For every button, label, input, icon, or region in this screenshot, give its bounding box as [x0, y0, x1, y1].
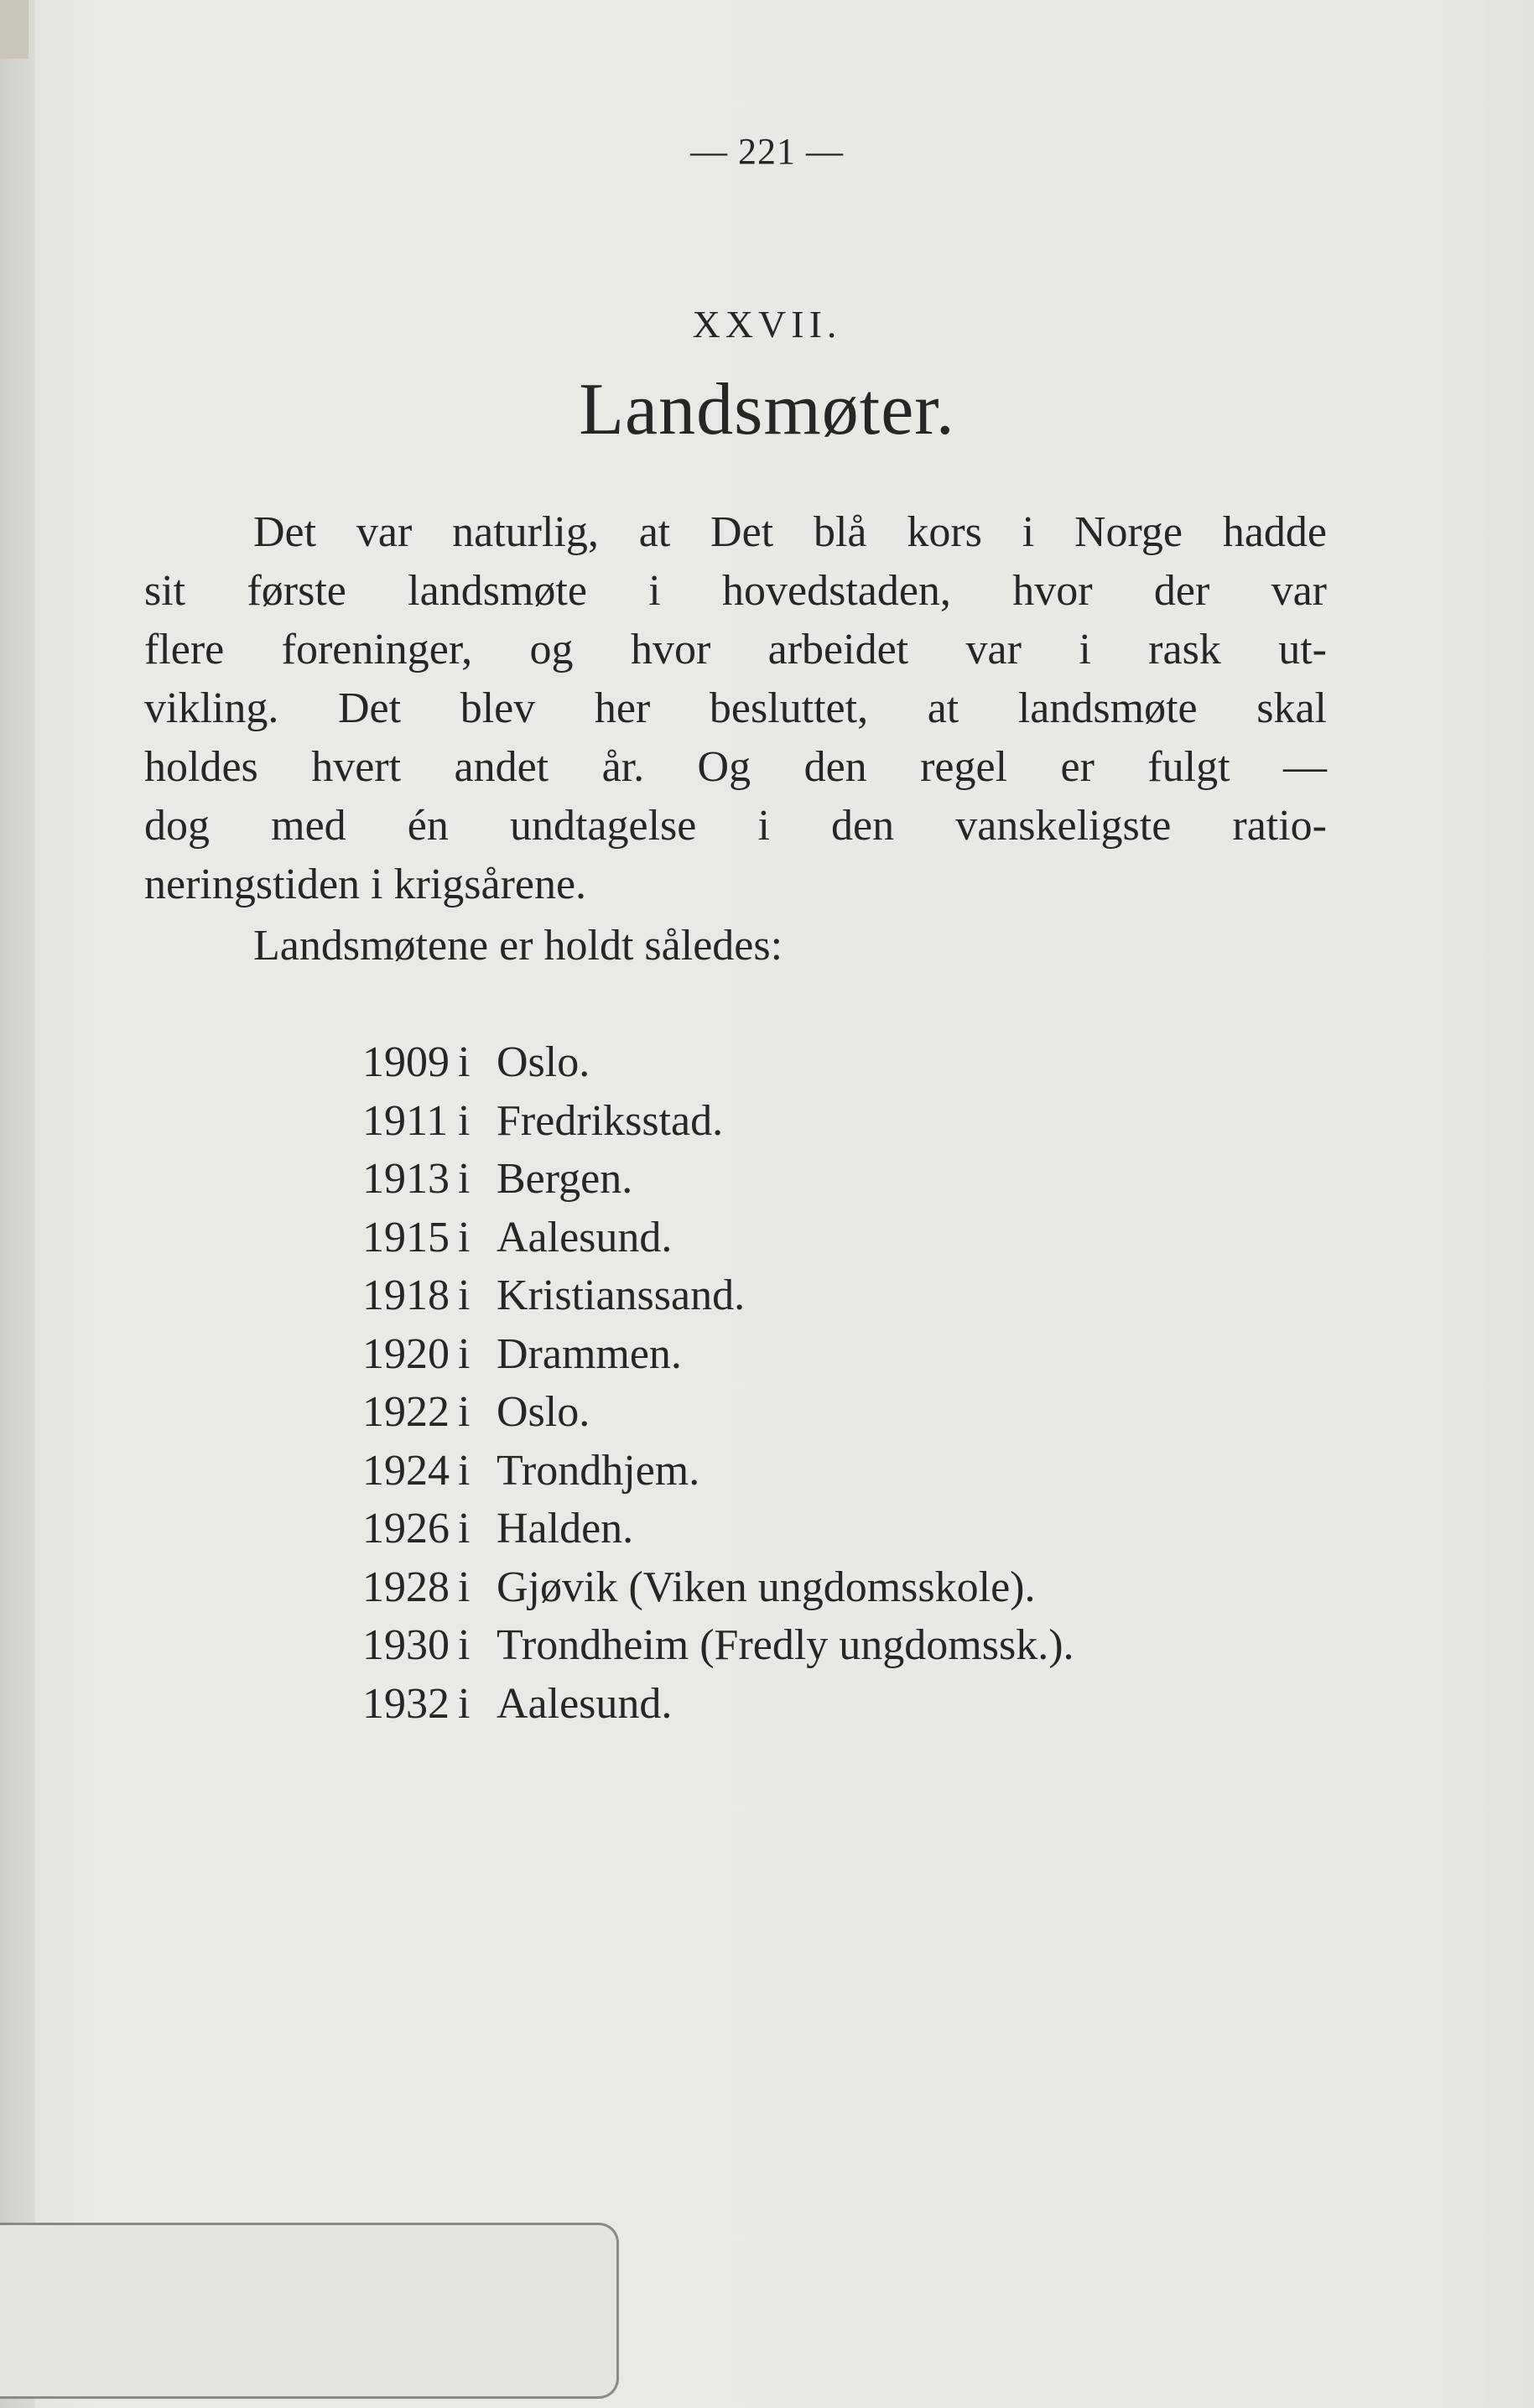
meeting-entry: [362, 1500, 1074, 1558]
paragraph-line: flere foreninger, og hvor arbeidet var i rask ut-: [144, 626, 1327, 674]
meeting-place: Aalesund.: [497, 1679, 673, 1728]
meeting-entry: [362, 1325, 1074, 1384]
paragraph-line: Det var naturlig, at Det blå kors i Norge hadde: [253, 508, 1327, 556]
paragraph-line: sit første landsmøte i hovedstaden, hvor der var: [144, 567, 1327, 615]
meeting-year: 1926: [362, 1505, 450, 1552]
meeting-preposition: i: [458, 1329, 471, 1378]
meeting-preposition: i: [458, 1038, 471, 1086]
meeting-entry: [362, 1675, 1074, 1734]
meeting-preposition: i: [458, 1388, 471, 1436]
meeting-preposition: i: [458, 1096, 471, 1145]
paragraph-line: dog med én undtagelse i den vanskeligste ratio-: [144, 802, 1327, 850]
meeting-preposition: i: [458, 1679, 471, 1728]
meeting-preposition: i: [458, 1155, 471, 1203]
meeting-year: 1909: [362, 1038, 450, 1086]
meeting-preposition: i: [458, 1505, 471, 1552]
meeting-year: 1920: [362, 1329, 450, 1378]
meeting-preposition: i: [458, 1446, 471, 1495]
meeting-entry: [362, 1266, 1074, 1325]
meeting-preposition: i: [458, 1621, 471, 1669]
body-paragraph: [144, 503, 1327, 914]
meeting-preposition: i: [458, 1272, 471, 1319]
meeting-year: 1932: [362, 1679, 450, 1728]
meeting-entry: [362, 1092, 1074, 1151]
paragraph-line: holdes hvert andet år. Og den regel er fulgt —: [144, 743, 1327, 791]
library-label-stub: [0, 2223, 619, 2399]
meeting-place: Oslo.: [497, 1038, 590, 1086]
meeting-place: Aalesund.: [497, 1213, 673, 1261]
meeting-entry: [362, 1442, 1074, 1500]
paragraph-line: neringstiden i krigsårene.: [144, 861, 587, 908]
chapter-title: Landsmøter.: [579, 369, 955, 450]
meeting-year: 1924: [362, 1446, 450, 1495]
page-spine-edge: [0, 0, 35, 2408]
meeting-preposition: i: [458, 1563, 471, 1611]
meeting-year: 1922: [362, 1388, 450, 1436]
meeting-entry: [362, 1209, 1074, 1267]
meeting-place: Fredriksstad.: [497, 1096, 724, 1145]
meeting-entry: [362, 1033, 1074, 1092]
meeting-place: Trondheim (Fredly ungdomssk.).: [497, 1621, 1074, 1669]
paragraph-line: vikling. Det blev her besluttet, at landsmøte skal: [144, 684, 1327, 732]
meeting-place: Kristianssand.: [497, 1272, 746, 1319]
spine-stain: [0, 0, 29, 59]
meetings-list: [362, 1033, 1074, 1733]
meeting-year: 1911: [362, 1096, 449, 1145]
meeting-entry: [362, 1558, 1074, 1617]
meeting-preposition: i: [458, 1213, 471, 1261]
meeting-place: Oslo.: [497, 1388, 590, 1436]
meeting-place: Gjøvik (Viken ungdomsskole).: [497, 1563, 1036, 1611]
meeting-place: Trondhjem.: [497, 1446, 700, 1495]
meeting-year: 1913: [362, 1155, 450, 1203]
meeting-year: 1915: [362, 1213, 450, 1261]
meeting-entry: [362, 1616, 1074, 1675]
chapter-number: XXVII.: [692, 303, 842, 346]
list-intro: Landsmøtene er holdt således:: [253, 922, 783, 970]
meeting-year: 1918: [362, 1272, 450, 1319]
meeting-year: 1928: [362, 1563, 450, 1611]
page-number: — 221 —: [690, 131, 844, 172]
meeting-place: Bergen.: [497, 1155, 633, 1203]
meeting-entry: [362, 1383, 1074, 1442]
meeting-entry: [362, 1150, 1074, 1209]
meeting-place: Halden.: [497, 1505, 634, 1552]
meeting-place: Drammen.: [497, 1329, 682, 1378]
meeting-year: 1930: [362, 1621, 450, 1669]
